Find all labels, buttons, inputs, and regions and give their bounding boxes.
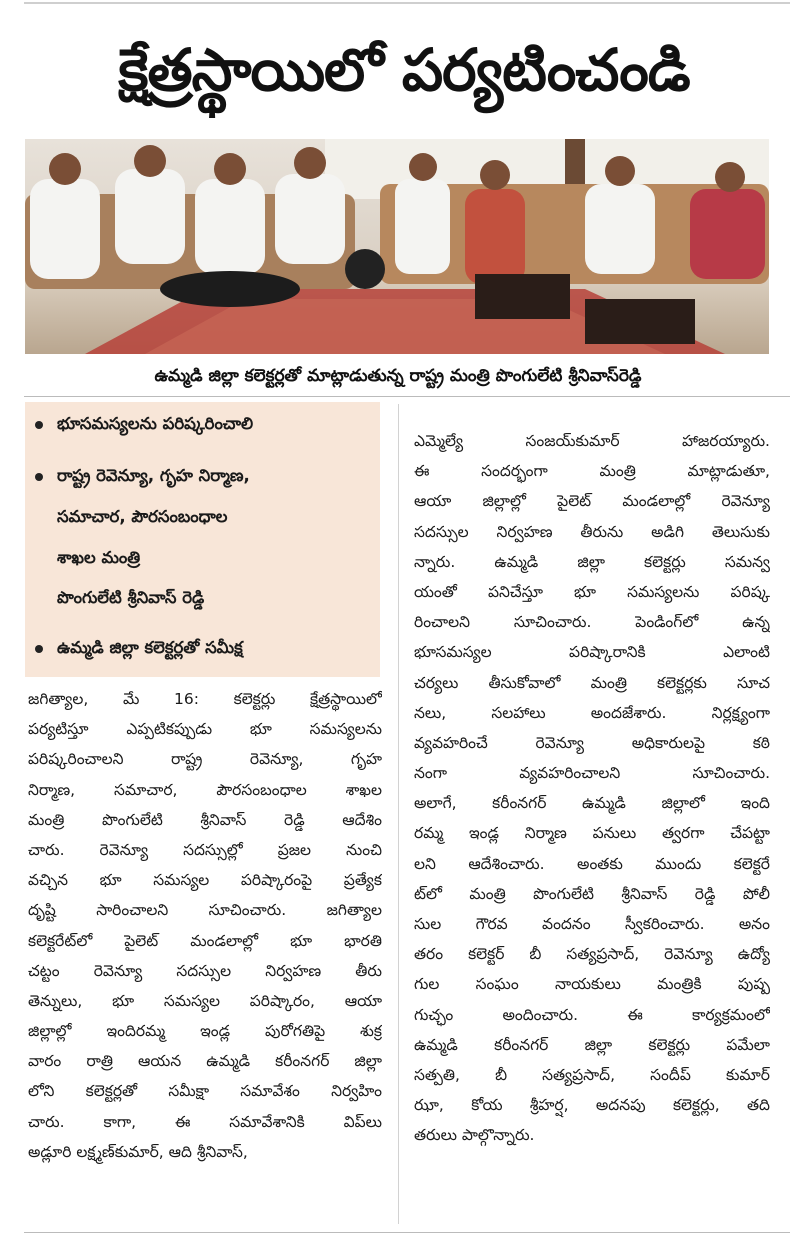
body-line: సత్పతి, బీ సత్యప్రసాద్, సందీప్ కుమార్ <box>414 1065 770 1084</box>
body-line: వచ్చిన భూ సమస్యల పరిష్కారంపై ప్రత్యేక <box>28 871 382 890</box>
body-line: జగిత్యాల, మే 16: కలెక్టర్లు క్షేత్రస్థాయిలో <box>28 690 382 708</box>
highlight-line: పొంగులేటి శ్రీనివాస్ రెడ్డి <box>57 588 205 607</box>
body-line: రించాలని సూచించారు. పెండింగ్‌లో ఉన్న <box>414 613 770 632</box>
column-divider <box>398 404 399 1224</box>
highlight-item: భూసమస్యలను పరిష్కరించాలి <box>35 404 253 444</box>
bullet-icon <box>35 421 43 429</box>
body-line: చట్టం రెవెన్యూ సదస్సుల నిర్వహణ తీరు <box>28 961 382 980</box>
body-line: గుచ్ఛం అందించారు. ఈ కార్యక్రమంలో <box>414 1005 770 1024</box>
body-line: చర్యలు తీసుకోవాలో మంత్రి కలెక్టర్లకు సూచ <box>414 673 770 692</box>
body-line: నంగా వ్యవహరించాలని సూచించారు. <box>414 764 770 783</box>
body-line: దృష్టి సారించాలని సూచించారు. జగిత్యాల <box>28 901 382 920</box>
highlight-item: రాష్ట్ర రెవెన్యూ, గృహ నిర్మాణ, <box>35 456 250 496</box>
body-line: తరం కలెక్టర్ బీ సత్యప్రసాద్, రెవెన్యూ ఉద్యో <box>414 945 770 964</box>
news-photo <box>25 139 769 354</box>
body-line: జిల్లాల్లో ఇందిరమ్మ ఇండ్ల పురోగతిపై శుక్ర <box>28 1022 382 1041</box>
body-line: ఝా, కోయ శ్రీహర్ష, అదనపు కలెక్టర్లు, తది <box>414 1096 770 1115</box>
body-line: ఎమ్మెల్యే సంజయ్‌కుమార్ హాజరయ్యారు. <box>414 432 770 450</box>
body-line: పరిష్కరించాలని రాష్ట్ర రెవెన్యూ, గృహ <box>28 750 382 769</box>
highlight-item: ఉమ్మడి జిల్లా కలెక్టర్లతో సమీక్ష <box>35 628 243 668</box>
article-body-left <box>28 684 382 1167</box>
body-line: నలు, సలహాలు అందజేశారు. నిర్లక్ష్యంగా <box>414 703 770 722</box>
body-line: ఆయా జిల్లాల్లో పైలెట్ మండలాల్లో రెవెన్యూ <box>414 492 770 511</box>
top-rule <box>24 2 790 4</box>
body-line: న్నారు. ఉమ్మడి జిల్లా కలెక్టర్లు సమన్వ <box>414 552 770 571</box>
body-line: నిర్మాణ, సమాచార, పౌరసంబంధాల శాఖల <box>28 780 382 799</box>
highlight-line: సమాచార, పౌరసంబంధాల <box>57 507 228 526</box>
highlights-box <box>25 402 380 677</box>
body-line: అలాగే, కరీంనగర్ ఉమ్మడి జిల్లాలో ఇంది <box>414 794 770 813</box>
bottom-rule <box>24 1232 790 1233</box>
highlight-line: శాఖల మంత్రి <box>57 548 141 567</box>
photo-caption: ఉమ్మడి జిల్లా కలెక్టర్లతో మాట్లాడుతున్న రాష్ట్ర మంత్రి పొంగులేటి శ్రీనివాస్‌రెడ్డి <box>154 366 642 386</box>
caption-rule <box>24 396 790 397</box>
headline: క్షేత్రస్థాయిలో పర్యటించండి <box>118 36 690 104</box>
body-line: తెన్నులు, భూ సమస్యల పరిష్కారం, ఆయా <box>28 991 382 1010</box>
body-line: తరులు పాల్గొన్నారు. <box>414 1126 535 1145</box>
body-line: చారు. రెవెన్యూ సదస్సుల్లో ప్రజల నుంచి <box>28 840 382 859</box>
body-line: లోని కలెక్టర్లతో సమీక్షా సమావేశం నిర్వహిం <box>28 1082 382 1101</box>
body-line: ఉమ్మడి కరీంనగర్ జిల్లా కలెక్టర్లు పమేలా <box>414 1035 770 1054</box>
body-line: లని ఆదేశించారు. అంతకు ముందు కలెక్టరే <box>414 854 770 873</box>
body-line: రమ్మ ఇండ్ల నిర్మాణ పనులు త్వరగా చేపట్టా <box>414 824 770 843</box>
body-line: భూసమస్యల పరిష్కారానికి ఎలాంటి <box>414 643 770 662</box>
body-line: యంతో పనిచేస్తూ భూ సమస్యలను పరిష్క <box>414 582 770 601</box>
body-line: గుల సంఘం నాయకులు మంత్రికి పుష్ప <box>414 975 770 994</box>
body-line: ఈ సందర్భంగా మంత్రి మాట్లాడుతూ, <box>414 462 770 481</box>
photo-meeting-icon <box>25 139 769 354</box>
body-line: చారు. కాగా, ఈ సమావేశానికి విప్‌లు <box>28 1112 382 1131</box>
article-body-right <box>414 426 770 1151</box>
bullet-icon <box>35 645 43 653</box>
bullet-icon <box>35 473 43 481</box>
body-line: ట్‌లో మంత్రి పొంగులేటి శ్రీనివాస్ రెడ్డి పోలీ <box>414 884 770 903</box>
body-line: వ్యవహరించే రెవెన్యూ అధికారులపై కఠి <box>414 733 770 752</box>
body-line: సదస్సుల నిర్వహణ తీరును అడిగి తెలుసుకు <box>414 522 770 541</box>
body-line: వారం రాత్రి ఆయన ఉమ్మడి కరీంనగర్ జిల్లా <box>28 1052 382 1071</box>
body-line: పర్యటిస్తూ ఎప్పటికప్పుడు భూ సమస్యలను <box>28 720 382 739</box>
body-line: అడ్లూరి లక్ష్మణ్‌కుమార్, ఆది శ్రీనివాస్, <box>28 1142 248 1161</box>
body-line: మంత్రి పొంగులేటి శ్రీనివాస్ రెడ్డి ఆదేశిం <box>28 810 382 829</box>
body-line: సుల గౌరవ వందనం స్వీకరించారు. అనం <box>414 915 770 933</box>
body-line: కలెక్టరేట్‌లో పైలెట్ మండలాల్లో భూ భారతి <box>28 931 382 950</box>
